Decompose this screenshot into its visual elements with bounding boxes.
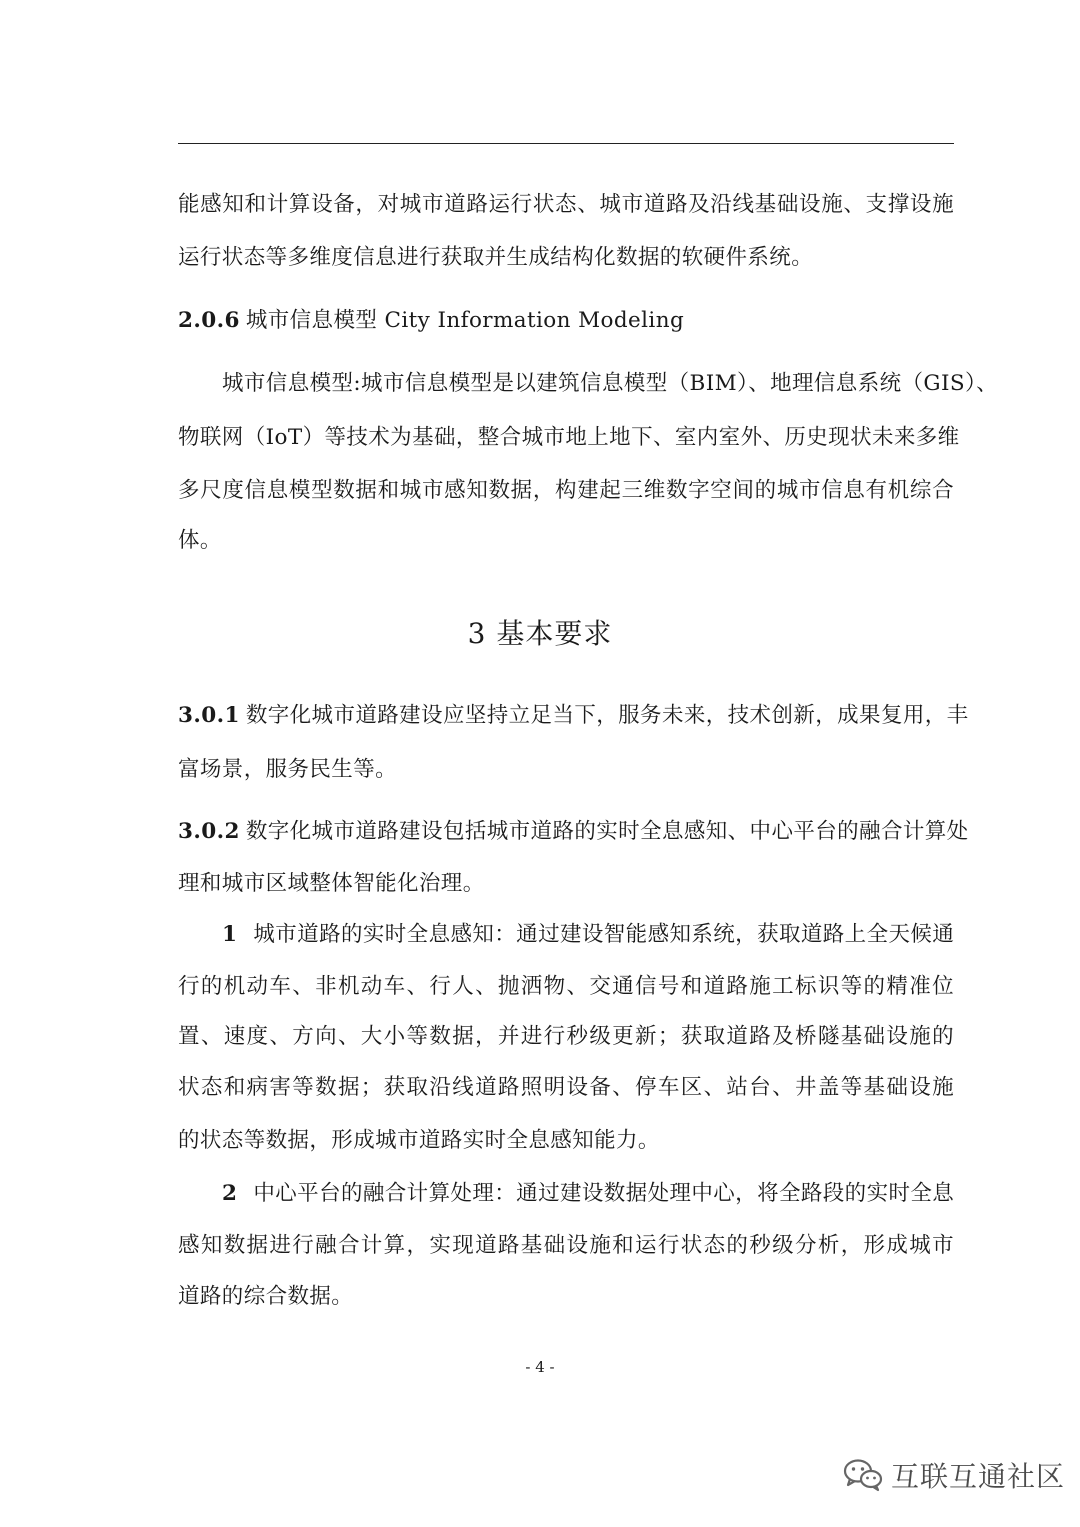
header-rule [178,143,954,144]
paragraph-line: 置、速度、方向、大小等数据，并进行秒级更新；获取道路及桥隧基础设施的 [178,1024,954,1049]
section-text: 数字化城市道路建设应坚持立足当下，服务未来，技术创新，成果复用，丰 [245,703,969,728]
paragraph-line: 道路的综合数据。 [178,1284,354,1309]
watermark-text: 互联互通社区 [891,1460,1066,1493]
section-3-0-2-line [178,817,969,847]
list-item-2-line [222,1179,954,1209]
section-number: 3.0.1 [178,703,240,728]
list-item-number: 2 [222,1181,238,1206]
paragraph-line: 感知数据进行融合计算，实现道路基础设施和运行状态的秒级分析，形成城市 [178,1233,954,1258]
section-number: 3.0.2 [178,819,240,844]
paragraph-line: 运行状态等多维度信息进行获取并生成结构化数据的软硬件系统。 [178,245,814,270]
section-title: 城市信息模型 City Information Modeling [245,308,685,333]
watermark [843,1450,1065,1500]
section-heading-2-0-6 [178,306,954,336]
list-item-number: 1 [222,922,238,947]
paragraph-line: 状态和病害等数据；获取沿线道路照明设备、停车区、站台、井盖等基础设施 [178,1075,954,1100]
wechat-icon [843,1458,883,1492]
paragraph-line: 行的机动车、非机动车、行人、抛洒物、交通信号和道路施工标识等的精准位 [178,974,954,999]
paragraph-line: 理和城市区域整体智能化治理。 [178,871,485,896]
paragraph-line: 的状态等数据，形成城市道路实时全息感知能力。 [178,1128,660,1153]
paragraph-line: 富场景，服务民生等。 [178,757,398,782]
section-text: 数字化城市道路建设包括城市道路的实时全息感知、中心平台的融合计算处 [245,819,969,844]
paragraph-line: 城市信息模型:城市信息模型是以建筑信息模型（BIM）、地理信息系统（GIS）、 [222,371,999,396]
list-item-1-line [222,920,954,950]
paragraph-line: 物联网（IoT）等技术为基础，整合城市地上地下、室内室外、历史现状未来多维 [178,425,960,450]
list-item-text: 中心平台的融合计算处理：通过建设数据处理中心，将全路段的实时全息 [253,1181,955,1206]
paragraph-line: 多尺度信息模型数据和城市感知数据，构建起三维数字空间的城市信息有机综合 [178,478,954,503]
page-number: - 4 - [525,1358,555,1376]
chapter-title: 3 基本要求 [467,617,613,650]
section-number: 2.0.6 [178,308,240,333]
list-item-text: 城市道路的实时全息感知：通过建设智能感知系统，获取道路上全天候通 [253,922,955,947]
paragraph-line: 体。 [178,528,222,553]
paragraph-line: 能感知和计算设备，对城市道路运行状态、城市道路及沿线基础设施、支撑设施 [178,192,954,217]
section-3-0-1-line [178,701,969,731]
